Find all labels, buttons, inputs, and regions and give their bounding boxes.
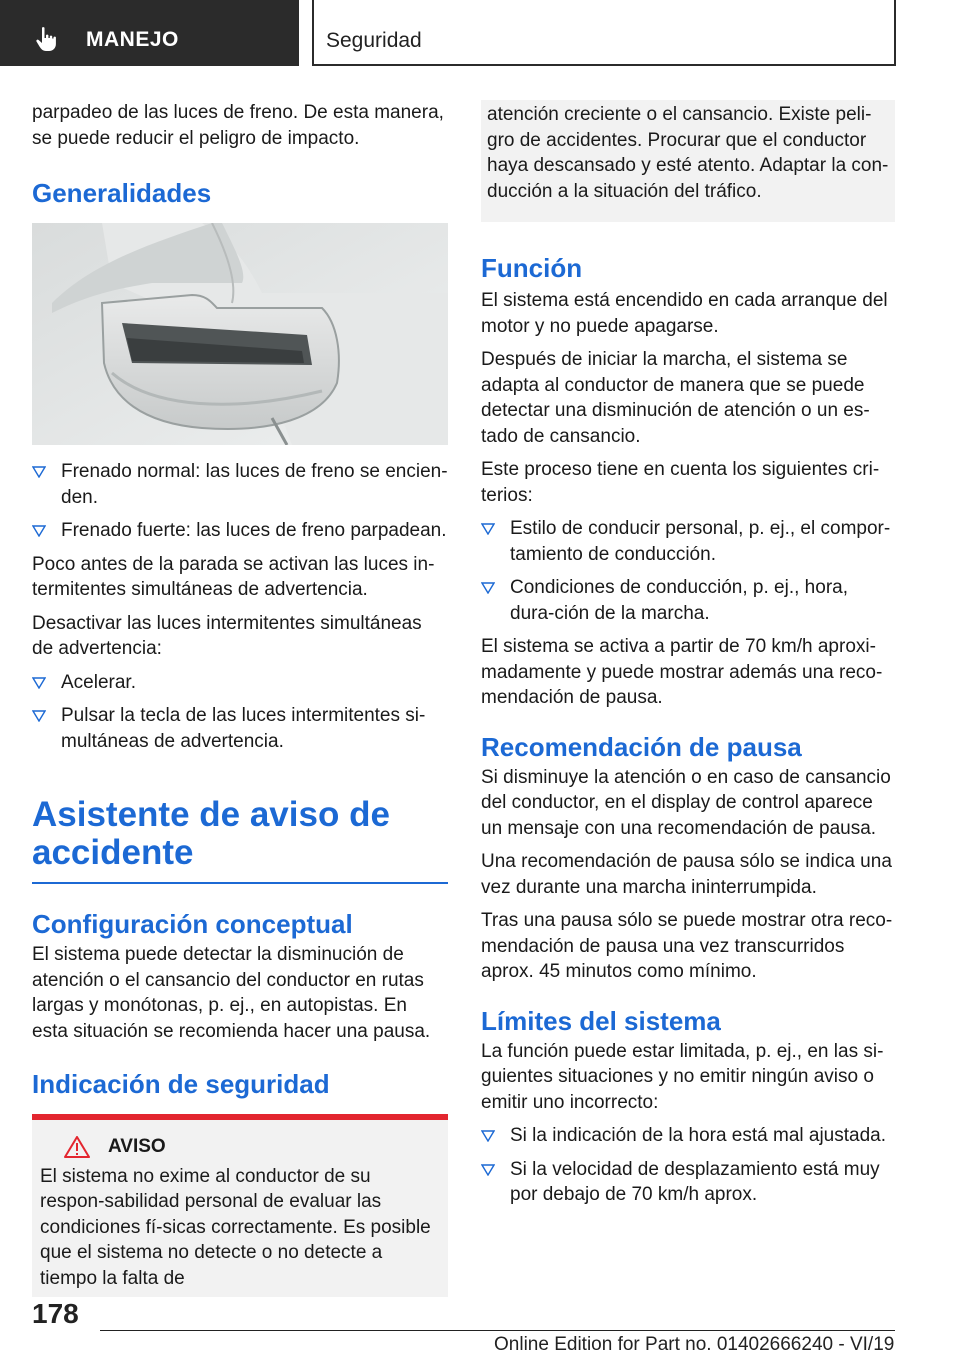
heading-funcion: Función: [481, 253, 583, 283]
right-column: [481, 100, 897, 1216]
warning-text-continued: atención creciente o el cansancio. Existe peli-gro de accidentes. Procurar que el conductor haya descansado y esté atento. Adaptar la con-ducción a la situación del tráfico.: [487, 104, 889, 202]
left-column: [32, 100, 448, 1297]
triangle-bullet-icon: [32, 710, 46, 722]
paragraph: Tras una pausa sólo se puede mostrar otra reco-mendación de pausa una vez transcurridos aprox. 45 minutos como mínimo.: [481, 910, 893, 982]
warning-triangle-icon: [64, 1136, 90, 1158]
paragraph: Después de iniciar la marcha, el sistema se adapta al conductor de manera que se puede detectar una disminución de atención o un es-tado de cansancio.: [481, 349, 870, 447]
chapter-tab: [312, 0, 896, 66]
intro-paragraph: parpadeo de las luces de freno. De esta manera, se puede reducir el peligro de impacto.: [32, 102, 444, 149]
paragraph: El sistema se activa a partir de 70 km/h aproxi-madamente y puede mostrar además una reco-mendación de pausa.: [481, 636, 883, 708]
warning-title: [64, 1134, 440, 1160]
chapter-heading: Asistente de aviso de accidente: [32, 795, 390, 872]
list-item: [32, 459, 448, 510]
list-item-text: Pulsar la tecla de las luces intermitentes si-multáneas de advertencia.: [61, 705, 426, 752]
list-item-text: Frenado fuerte: las luces de freno parpadean.: [61, 520, 447, 541]
list-item-text: Si la velocidad de desplazamiento está muy por debajo de 70 km/h aprox.: [510, 1158, 880, 1205]
heading-generalidades: Generalidades: [32, 178, 212, 208]
edition-footer[interactable]: Online Edition for Part no. 01402666240 - VI/19: [494, 1334, 895, 1355]
brake-light-photo: [32, 223, 448, 445]
paragraph: Desactivar las luces intermitentes simultáneas de advertencia:: [32, 612, 422, 659]
list-item: [481, 575, 897, 626]
triangle-bullet-icon: [32, 466, 46, 478]
triangle-bullet-icon: [481, 582, 495, 594]
footer-rule: [100, 1330, 895, 1331]
heading-rule: [32, 882, 448, 884]
paragraph: Poco antes de la parada se activan las luces in-termitentes simultáneas de advertencia.: [32, 553, 435, 600]
paragraph: El sistema está encendido en cada arranque del motor y no puede apagarse.: [481, 290, 888, 337]
page-number: 178: [32, 1298, 79, 1329]
warning-label: AVISO: [108, 1136, 166, 1157]
list-item: [32, 670, 448, 696]
page-header: [0, 0, 960, 66]
paragraph: Este proceso tiene en cuenta los siguientes cri-terios:: [481, 459, 880, 506]
triangle-bullet-icon: [481, 1164, 495, 1176]
triangle-bullet-icon: [32, 525, 46, 537]
heading-recomendacion: Recomendación de pausa: [481, 731, 802, 762]
triangle-bullet-icon: [32, 677, 46, 689]
list-item: [481, 516, 897, 567]
list-item-text: Condiciones de conducción, p. ej., hora, dura-ción de la marcha.: [510, 577, 848, 624]
list-item-text: Estilo de conducir personal, p. ej., el compor-tamiento de conducción.: [510, 518, 891, 565]
warning-text: El sistema no exime al conductor de su respon-sabilidad personal de evaluar las condiciones fí-sicas correctamente. Es posible que el sistema no detecte o no detecte a tiempo la falta de: [40, 1165, 431, 1289]
warning-box: [32, 1120, 448, 1297]
paragraph: Si disminuye la atención o en caso de cansancio del conductor, en el display de control aparece un mensaje con una recomendación de pausa.: [481, 766, 891, 839]
heading-configuracion: Configuración conceptual: [32, 909, 353, 939]
section-tab[interactable]: [0, 0, 299, 66]
list-item-text: Frenado normal: las luces de freno se encien-den.: [61, 461, 448, 508]
section-tab-label: MANEJO: [86, 28, 179, 51]
criteria-bullets: [481, 516, 897, 626]
paragraph: El sistema puede detectar la disminución de atención o el cansancio del conductor en rutas largas y monótonas, p. ej., en autopistas. En esta situación se recomienda hacer una pausa.: [32, 944, 431, 1042]
hand-pointer-icon: [34, 26, 62, 52]
warning-box-continued: [481, 100, 895, 222]
list-item-text: Si la indicación de la hora está mal ajustada.: [510, 1125, 887, 1146]
list-item-text: Acelerar.: [61, 671, 136, 693]
paragraph: La función puede estar limitada, p. ej., en las si-guientes situaciones y no emitir ningún aviso o emitir uno incorrecto:: [481, 1040, 884, 1113]
heading-limites: Límites del sistema: [481, 1005, 721, 1036]
paragraph: Una recomendación de pausa sólo se indica una vez durante una marcha ininterrumpida.: [481, 851, 892, 898]
triangle-bullet-icon: [481, 523, 495, 535]
list-item: [32, 518, 448, 544]
limits-bullets: [481, 1123, 897, 1208]
list-item: [32, 703, 448, 754]
chapter-title: Seguridad: [326, 29, 422, 52]
deactivate-bullets: [32, 670, 448, 755]
list-item: [481, 1157, 897, 1208]
heading-indicacion: Indicación de seguridad: [32, 1069, 330, 1099]
brake-bullets: [32, 459, 448, 544]
list-item: [481, 1123, 897, 1149]
triangle-bullet-icon: [481, 1130, 495, 1142]
